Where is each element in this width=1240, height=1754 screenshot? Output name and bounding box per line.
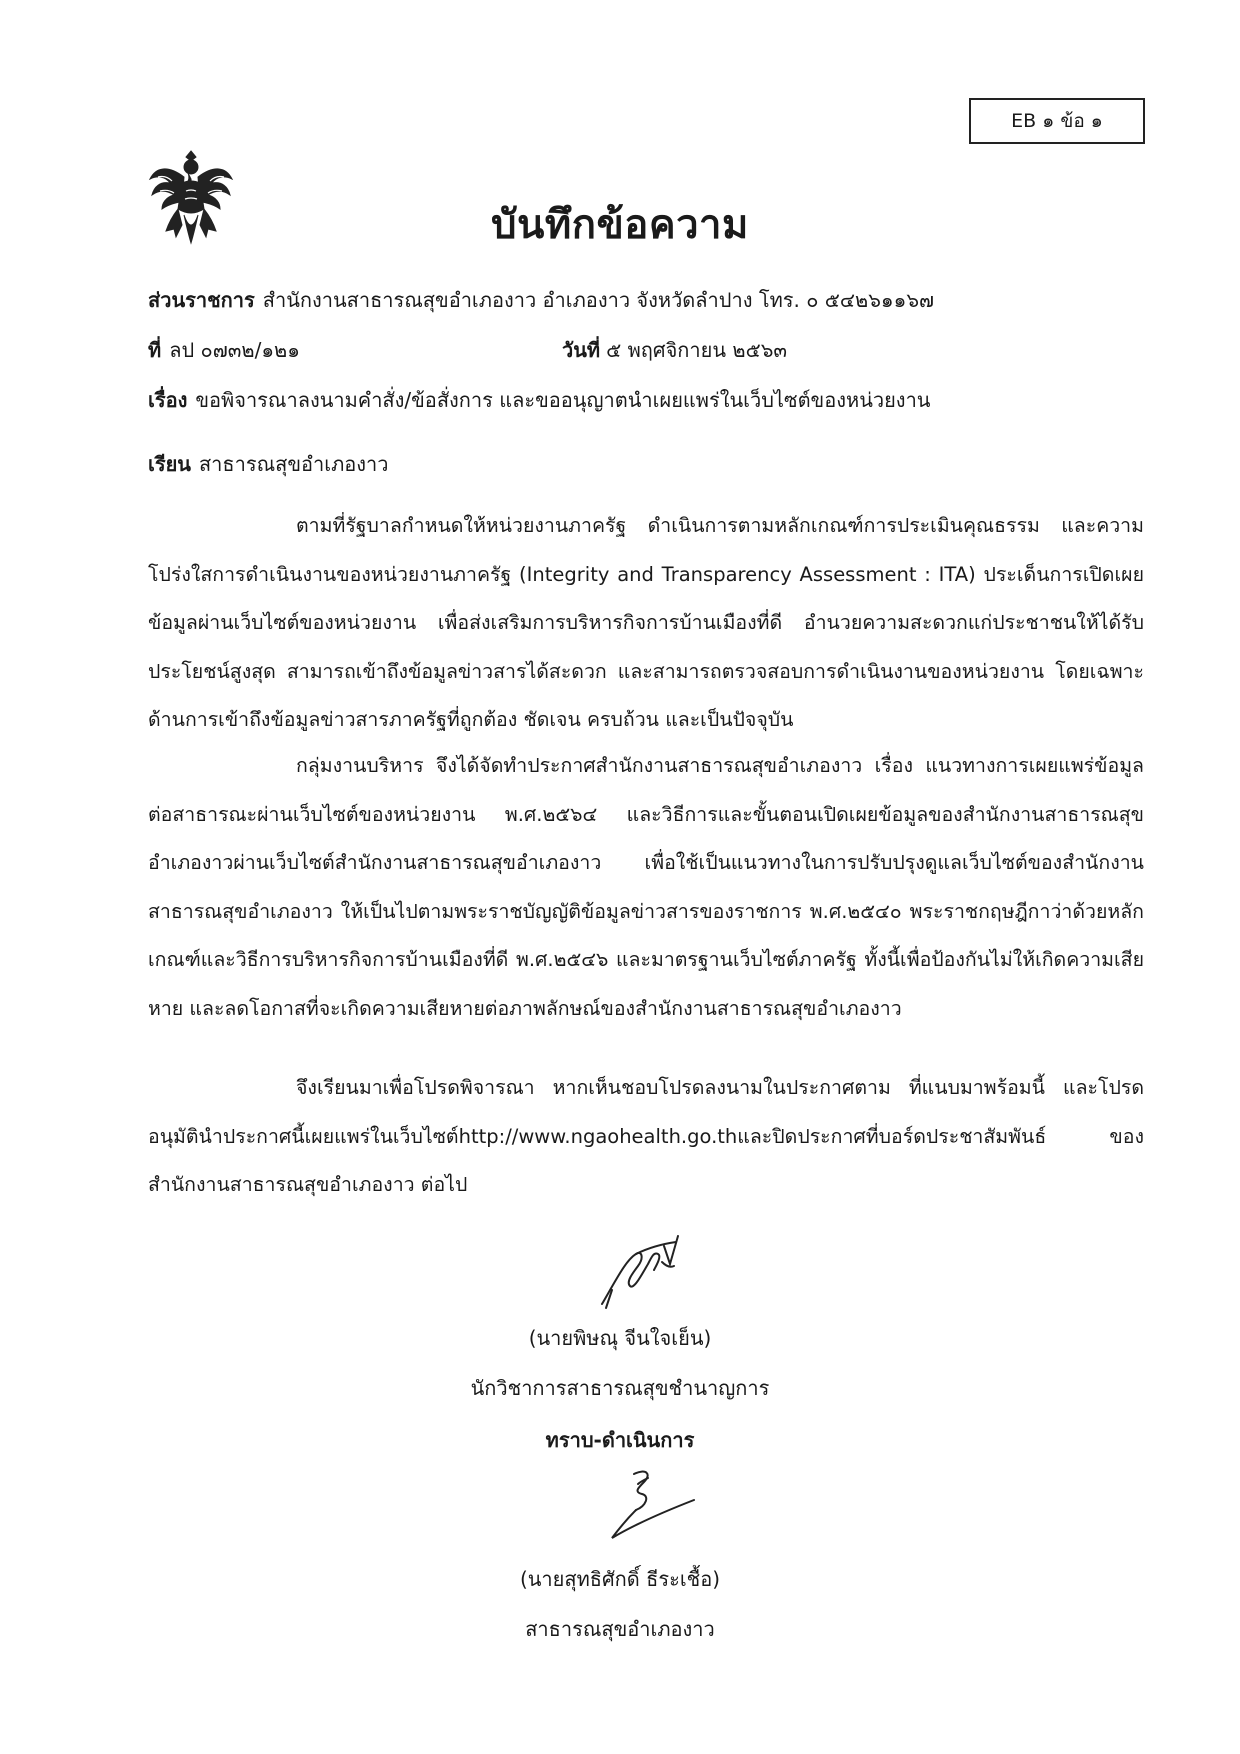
acknowledgement-text: ทราบ-ดำเนินการ [545,1428,695,1452]
signer-1-name: (นายพิษณุ จีนใจเย็น) [528,1326,712,1350]
reference-line [148,334,300,366]
signer-2-name: (นายสุทธิศักดิ์ ธีระเชื้อ) [519,1567,721,1591]
reference-number: ลป ๐๗๓๒/๑๒๑ [169,338,300,362]
date-label: วันที่ [562,338,601,362]
subject-value: ขอพิจารณาลงนามคำสั่ง/ข้อสั่งการ และขออนุญาตนำเผยแพร่ในเว็บไซต์ของหน่วยงาน [195,388,931,412]
body-paragraph-1: ตามที่รัฐบาลกำหนดให้หน่วยงานภาครัฐ ดำเนินการตามหลักเกณฑ์การประเมินคุณธรรม และความโปร่งใสการดำเนินงานของหน่วยงานภาครัฐ (Integrity and Transparency Assessment : ITA) ประเด็นการเปิดเผยข้อมูลผ่านเว็บไซต์ของหน่วยงาน เพื่อส่งเสริมการบริหารกิจการบ้านเมืองที่ดี อำนวยความสะดวกแก่ประชาชนให้ได้รับประโยชน์สูงสุด สามารถเข้าถึงข้อมูลข่าวสารได้สะดวก และสามารถตรวจสอบการดำเนินงานของหน่วยงาน โดยเฉพาะด้านการเข้าถึงข้อมูลข่าวสารภาครัฐที่ถูกต้อง ชัดเจน ครบถ้วน และเป็นปัจจุบัน [148,514,1144,731]
recipient-line [148,448,389,480]
body-paragraph-3: จึงเรียนมาเพื่อโปรดพิจารณา หากเห็นชอบโปรดลงนามในประกาศตาม ที่แนบมาพร้อมนี้ และโปรดอนุมัตินำประกาศนี้เผยแพร่ในเว็บไซต์http://www.ngaohealth.go.thและปิดประกาศที่บอร์ดประชาสัมพันธ์ ของสำนักงานสาธารณสุขอำเภองาว ต่อไป [148,1076,1144,1196]
date-line [562,334,787,366]
agency-label: ส่วนราชการ [148,288,255,312]
signer-1-position: นักวิชาการสาธารณสุขชำนาญการ [470,1376,770,1400]
signature-2-image [598,1464,708,1544]
recipient-label: เรียน [148,452,191,476]
document-code: EB ๑ ข้อ ๑ [1011,110,1103,132]
signer-2-position: สาธารณสุขอำเภองาว [525,1617,715,1641]
document-code-box [969,98,1145,144]
date-value: ๕ พฤศจิกายน ๒๕๖๓ [606,338,788,362]
subject-label: เรื่อง [148,388,188,412]
recipient-value: สาธารณสุขอำเภองาว [198,452,389,476]
agency-line [148,284,934,316]
garuda-emblem-icon [148,145,234,245]
signature-1-image [592,1230,692,1310]
document-title: บันทึกข้อความ [491,202,749,248]
subject-line [148,384,930,416]
body-paragraph-2: กลุ่มงานบริหาร จึงได้จัดทำประกาศสำนักงานสาธารณสุขอำเภองาว เรื่อง แนวทางการเผยแพร่ข้อมูลต่อสาธารณะผ่านเว็บไซต์ของหน่วยงาน พ.ศ.๒๕๖๔ และวิธีการและขั้นตอนเปิดเผยข้อมูลของสำนักงานสาธารณสุขอำเภองาวผ่านเว็บไซต์สำนักงานสาธารณสุขอำเภองาว เพื่อใช้เป็นแนวทางในการปรับปรุงดูแลเว็บไซต์ของสำนักงานสาธารณสุขอำเภองาว ให้เป็นไปตามพระราชบัญญัติข้อมูลข่าวสารของราชการ พ.ศ.๒๕๔๐ พระราชกฤษฎีกาว่าด้วยหลักเกณฑ์และวิธีการบริหารกิจการบ้านเมืองที่ดี พ.ศ.๒๕๔๖ และมาตรฐานเว็บไซต์ภาครัฐ ทั้งนี้เพื่อป้องกันไม่ให้เกิดความเสียหาย และลดโอกาสที่จะเกิดความเสียหายต่อภาพลักษณ์ของสำนักงานสาธารณสุขอำเภองาว [148,754,1144,1020]
reference-label: ที่ [148,338,162,362]
agency-value: สำนักงานสาธารณสุขอำเภองาว อำเภองาว จังหวัดลำปาง โทร. ๐ ๕๔๒๖๑๑๖๗ [262,288,935,312]
